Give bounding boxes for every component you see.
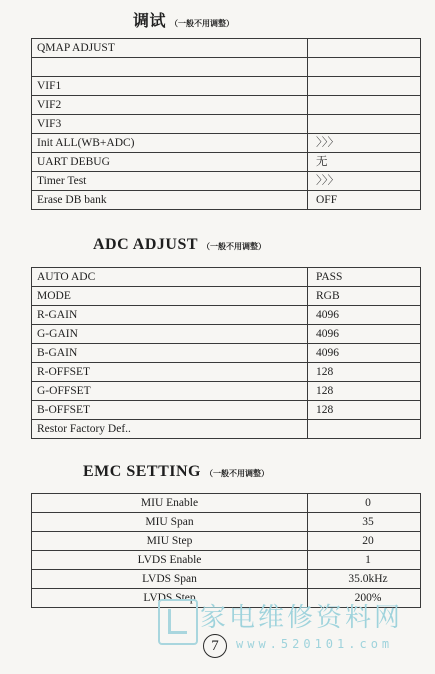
debug-heading xyxy=(133,8,234,31)
row-value: 35.0kHz xyxy=(308,570,421,589)
table-row xyxy=(32,420,421,439)
table-row xyxy=(32,153,421,172)
row-label: VIF1 xyxy=(32,77,308,96)
row-label: MODE xyxy=(32,287,308,306)
table-row xyxy=(32,344,421,363)
row-label: MIU Step xyxy=(32,532,308,551)
table-row xyxy=(32,191,421,210)
table-row xyxy=(32,382,421,401)
row-label: VIF2 xyxy=(32,96,308,115)
table-row xyxy=(32,268,421,287)
table-row xyxy=(32,363,421,382)
table-row xyxy=(32,306,421,325)
row-value: 4096 xyxy=(308,325,421,344)
row-value: 4096 xyxy=(308,306,421,325)
row-label: UART DEBUG xyxy=(32,153,308,172)
row-value: 35 xyxy=(308,513,421,532)
row-label: B-GAIN xyxy=(32,344,308,363)
row-label xyxy=(32,58,308,77)
row-value xyxy=(308,420,421,439)
row-label: MIU Span xyxy=(32,513,308,532)
table-row xyxy=(32,401,421,420)
row-value: 128 xyxy=(308,363,421,382)
watermark-text: 家电维修资料网 xyxy=(200,603,404,633)
row-value xyxy=(308,96,421,115)
table-row xyxy=(32,287,421,306)
row-value: 0 xyxy=(308,494,421,513)
emc-title: EMC SETTING xyxy=(83,463,201,480)
row-value: 1 xyxy=(308,551,421,570)
row-label: AUTO ADC xyxy=(32,268,308,287)
row-value: 〉〉〉 xyxy=(308,134,421,153)
row-value: RGB xyxy=(308,287,421,306)
table-row xyxy=(32,115,421,134)
row-value: 4096 xyxy=(308,344,421,363)
table-row xyxy=(32,58,421,77)
row-label: MIU Enable xyxy=(32,494,308,513)
row-value: 20 xyxy=(308,532,421,551)
row-label: G-GAIN xyxy=(32,325,308,344)
table-row xyxy=(32,77,421,96)
row-label: Timer Test xyxy=(32,172,308,191)
table-row xyxy=(32,325,421,344)
emc-table xyxy=(31,493,421,608)
table-row xyxy=(32,172,421,191)
row-label: R-OFFSET xyxy=(32,363,308,382)
watermark-url: www.520101.com xyxy=(236,637,394,651)
debug-note: （一般不用调整） xyxy=(170,19,235,28)
adc-heading xyxy=(93,236,266,254)
row-value: 无 xyxy=(308,153,421,172)
table-row xyxy=(32,589,421,608)
row-label: LVDS Step xyxy=(32,589,308,608)
row-label: QMAP ADJUST xyxy=(32,39,308,58)
table-row xyxy=(32,513,421,532)
table-row xyxy=(32,532,421,551)
table-row xyxy=(32,570,421,589)
table-row xyxy=(32,96,421,115)
row-value xyxy=(308,58,421,77)
row-label: LVDS Enable xyxy=(32,551,308,570)
row-value xyxy=(308,77,421,96)
row-label: Restor Factory Def.. xyxy=(32,420,308,439)
row-value: 200% xyxy=(308,589,421,608)
row-label: LVDS Span xyxy=(32,570,308,589)
page-number: 7 xyxy=(203,634,227,658)
row-value: PASS xyxy=(308,268,421,287)
row-label: VIF3 xyxy=(32,115,308,134)
emc-heading xyxy=(83,463,269,481)
adc-table xyxy=(31,267,421,439)
table-row xyxy=(32,494,421,513)
table-row xyxy=(32,134,421,153)
table-row xyxy=(32,39,421,58)
row-value xyxy=(308,115,421,134)
row-label: G-OFFSET xyxy=(32,382,308,401)
row-label: Init ALL(WB+ADC) xyxy=(32,134,308,153)
adc-title: ADC ADJUST xyxy=(93,236,199,253)
row-label: Erase DB bank xyxy=(32,191,308,210)
row-value: 128 xyxy=(308,382,421,401)
table-row xyxy=(32,551,421,570)
adc-note: （一般不用调整） xyxy=(202,242,267,251)
row-label: B-OFFSET xyxy=(32,401,308,420)
row-value: OFF xyxy=(308,191,421,210)
debug-title: 调试 xyxy=(133,13,167,30)
row-value xyxy=(308,39,421,58)
row-value: 128 xyxy=(308,401,421,420)
debug-table xyxy=(31,38,421,210)
row-value: 〉〉〉 xyxy=(308,172,421,191)
emc-note: （一般不用调整） xyxy=(204,469,269,478)
row-label: R-GAIN xyxy=(32,306,308,325)
